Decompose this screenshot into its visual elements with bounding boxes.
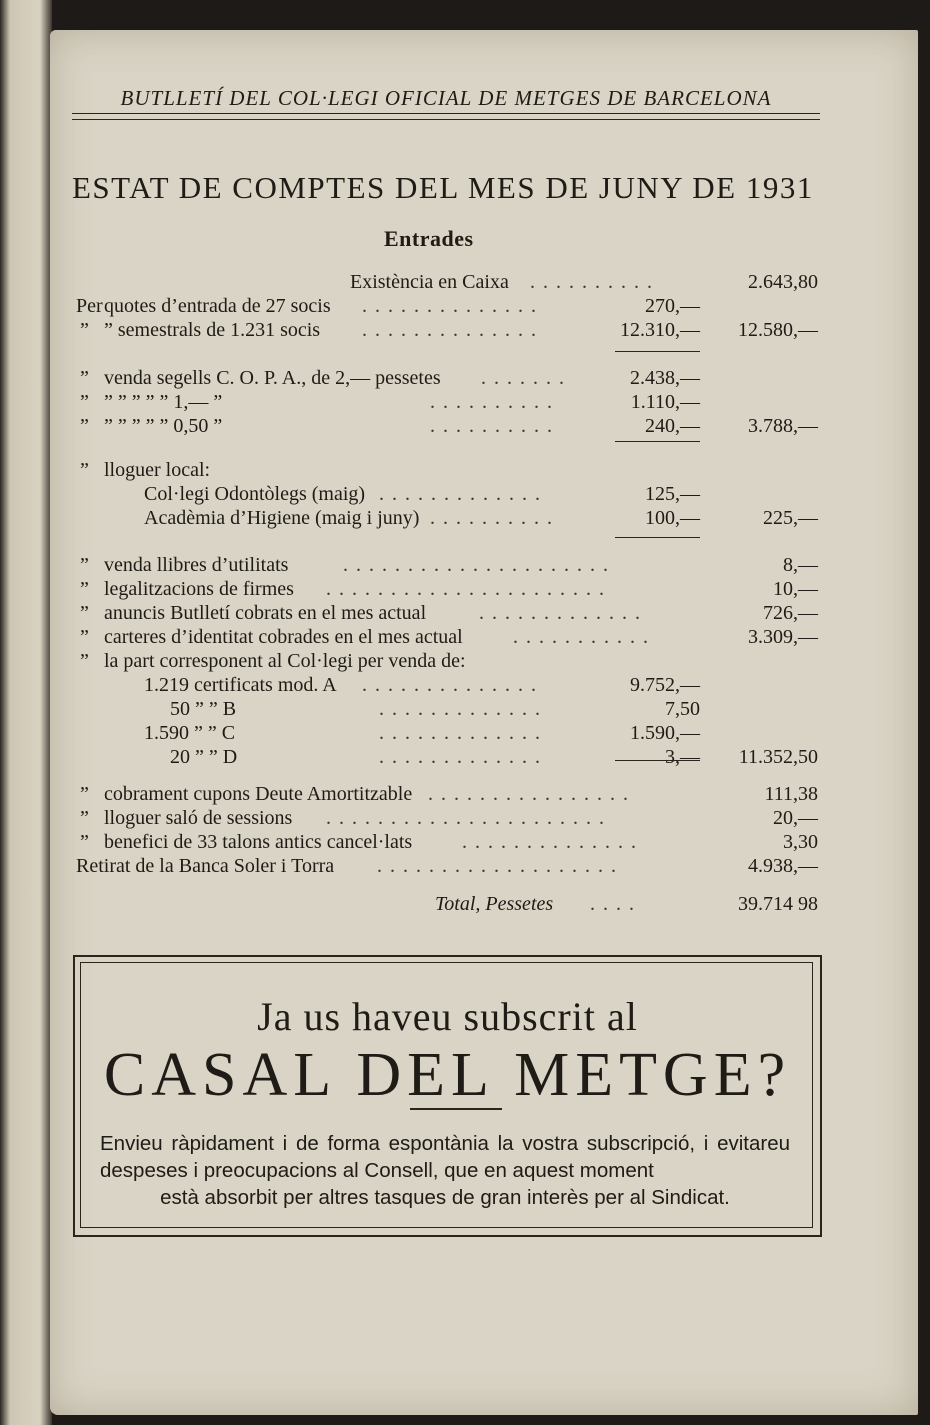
amount-total: 2.643,80 xyxy=(748,271,818,293)
subtotal-rule xyxy=(615,760,700,761)
row-label: cobrament cupons Deute Amortitzable xyxy=(104,783,413,805)
amount-total: 111,38 xyxy=(764,783,818,805)
ad-body xyxy=(100,1130,790,1211)
row-prefix: ” xyxy=(80,578,89,600)
dot-leaders: .......... xyxy=(530,271,660,293)
row-label: ” ” ” ” ” 1,— ” xyxy=(104,391,223,413)
row-label: anuncis Butlletí cobrats en el mes actual xyxy=(104,602,427,624)
row-label: venda segells C. O. P. A., de 2,— pessetes xyxy=(104,367,441,389)
ad-headline: Ja us haveu subscrit al xyxy=(257,994,638,1039)
row-prefix: Per xyxy=(76,295,103,317)
amount-total: 10,— xyxy=(773,578,818,600)
facing-page-edge xyxy=(0,0,52,1425)
row-prefix: ” xyxy=(80,391,89,413)
row-prefix: ” xyxy=(80,319,89,341)
amount-total: 3.309,— xyxy=(748,626,818,648)
row-prefix: ” xyxy=(80,650,89,672)
row-label: benefici de 33 talons antics cancel·lats xyxy=(104,831,413,853)
row-prefix: ” xyxy=(80,831,89,853)
ad-body-last-line: està absorbit per altres tasques de gran interès per al Sindicat. xyxy=(160,1186,730,1209)
amount-total: 726,— xyxy=(763,602,818,624)
amount-total: 12.580,— xyxy=(738,319,818,341)
running-head: BUTLLETÍ DEL COL·LEGI OFICIAL DE METGES DE BARCELONA xyxy=(120,86,772,110)
ad-body-text: Envieu ràpidament i de forma espontània la vostra subscripció, i evitareu despeses i preocupacions al Consell, que en aquest moment xyxy=(100,1132,790,1182)
amount-total: 3,30 xyxy=(783,831,818,853)
row-label: 50 ” ” B xyxy=(170,698,237,720)
row-prefix: ” xyxy=(80,415,89,437)
amount-partial: 240,— xyxy=(645,415,700,437)
amount-partial: 100,— xyxy=(645,507,700,529)
header-rule-top xyxy=(72,113,820,114)
dot-leaders: .............. xyxy=(462,831,644,853)
dot-leaders: ................ xyxy=(428,783,636,805)
dot-leaders: .............. xyxy=(362,295,544,317)
total-label: Total, Pessetes xyxy=(435,893,554,915)
ad-divider xyxy=(410,1108,502,1110)
dot-leaders: .......... xyxy=(430,415,560,437)
amount-partial: 12.310,— xyxy=(620,319,700,341)
row-prefix: ” xyxy=(80,367,89,389)
row-prefix: ” xyxy=(80,783,89,805)
row-label: Acadèmia d’Higiene (maig i juny) xyxy=(144,507,420,529)
amount-total: 3.788,— xyxy=(748,415,818,437)
row-prefix: ” xyxy=(80,554,89,576)
amount-partial: 9.752,— xyxy=(630,674,700,696)
dot-leaders: ............. xyxy=(379,722,548,744)
ad-title: CASAL DEL METGE? xyxy=(103,1041,792,1109)
amount-total: 20,— xyxy=(773,807,818,829)
row-label: ” ” ” ” ” 0,50 ” xyxy=(104,415,223,437)
amount-total: 11.352,50 xyxy=(738,746,818,768)
amount-partial: 1.110,— xyxy=(630,391,700,413)
dot-leaders: .............. xyxy=(362,319,544,341)
dot-leaders: ............. xyxy=(379,746,548,768)
dot-leaders: .......... xyxy=(430,391,560,413)
dot-leaders: .... xyxy=(590,893,642,915)
page-title: ESTAT DE COMPTES DEL MES DE JUNY DE 1931 xyxy=(72,170,814,205)
section-heading: Entrades xyxy=(384,226,474,251)
amount-partial: 7,50 xyxy=(665,698,700,720)
row-label: carteres d’identitat cobrades en el mes actual xyxy=(104,626,463,648)
dot-leaders: ...................... xyxy=(326,807,612,829)
row-label: la part corresponent al Col·legi per venda de: xyxy=(104,650,466,672)
row-label: Existència en Caixa xyxy=(350,271,509,293)
dot-leaders: ............. xyxy=(479,602,648,624)
row-label: legalitzacions de firmes xyxy=(104,578,294,600)
row-prefix: ” xyxy=(80,459,89,481)
dot-leaders: .............. xyxy=(362,674,544,696)
row-label: Retirat de la Banca Soler i Torra xyxy=(76,855,335,877)
dot-leaders: ...................... xyxy=(326,578,612,600)
dot-leaders: ..................... xyxy=(343,554,616,576)
dot-leaders: ............. xyxy=(379,698,548,720)
dot-leaders: ............. xyxy=(379,483,548,505)
row-label: 1.219 certificats mod. A xyxy=(144,674,337,696)
subtotal-rule xyxy=(615,537,700,538)
row-label: 1.590 ” ” C xyxy=(144,722,236,744)
row-label: ” semestrals de 1.231 socis xyxy=(104,319,321,341)
amount-partial: 270,— xyxy=(645,295,700,317)
row-label: quotes d’entrada de 27 socis xyxy=(104,295,331,317)
amount-total: 4.938,— xyxy=(748,855,818,877)
amount-total: 8,— xyxy=(783,554,818,576)
dot-leaders: ........... xyxy=(513,626,656,648)
row-label: venda llibres d’utilitats xyxy=(104,554,289,576)
row-prefix: ” xyxy=(80,626,89,648)
amount-partial: 2.438,— xyxy=(630,367,700,389)
total-row xyxy=(435,892,705,916)
row-prefix: ” xyxy=(80,602,89,624)
amount-partial: 125,— xyxy=(645,483,700,505)
row-label: lloguer local: xyxy=(104,459,211,481)
row-label: Col·legi Odontòlegs (maig) xyxy=(144,483,366,505)
subtotal-rule xyxy=(615,441,700,442)
amount-partial: 3,— xyxy=(665,746,700,768)
row-prefix: ” xyxy=(80,807,89,829)
amount-total: 225,— xyxy=(763,507,818,529)
row-label: 20 ” ” D xyxy=(170,746,238,768)
total-value: 39.714 98 xyxy=(738,893,818,915)
dot-leaders: ................... xyxy=(377,855,624,877)
dot-leaders: ....... xyxy=(481,367,572,389)
subtotal-rule xyxy=(615,351,700,352)
amount-partial: 1.590,— xyxy=(630,722,700,744)
row-label: lloguer saló de sessions xyxy=(104,807,293,829)
header-rule-bottom xyxy=(72,119,820,120)
dot-leaders: .......... xyxy=(430,507,560,529)
